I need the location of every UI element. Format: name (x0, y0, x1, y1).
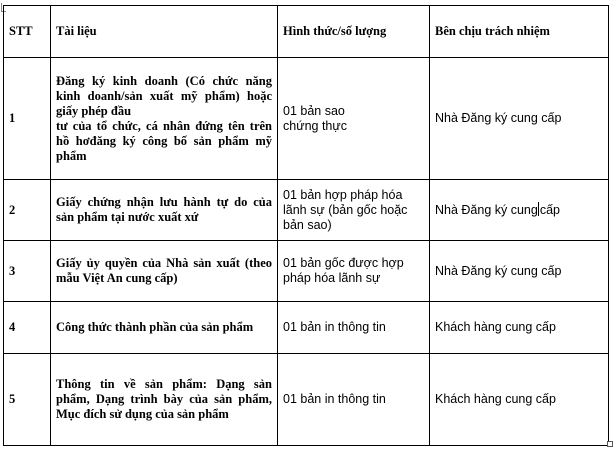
responsible-text-before-caret: Nhà Đăng ký cung (435, 203, 538, 217)
row-document-line: Đăng ký kinh doanh (Có chức năng kinh doanh/sản xuất mỹ phẩm) hoặc giấy phép đầu (56, 73, 272, 118)
row-form-quantity: 01 bản gốc được hợp pháp hóa lãnh sự (278, 241, 430, 302)
row-form-quantity (278, 58, 430, 180)
row-document: Giấy ủy quyền của Nhà sản xuất (theo mẫu Việt An cung cấp) (51, 241, 278, 302)
row-stt: 5 (4, 354, 51, 446)
row-document (51, 58, 278, 180)
row-form-quantity: 01 bản in thông tin (278, 354, 430, 446)
table-resize-handle[interactable] (607, 441, 613, 447)
table-row (4, 354, 609, 446)
document-requirements-table (3, 5, 609, 446)
row-form-line: 01 bản sao (283, 103, 345, 118)
row-stt: 2 (4, 180, 51, 241)
row-document: Giấy chứng nhận lưu hành tự do của sản phẩm tại nước xuất xứ (51, 180, 278, 241)
row-responsible: Khách hàng cung cấp (430, 354, 609, 446)
row-responsible[interactable] (430, 180, 609, 241)
table-row (4, 302, 609, 354)
header-document: Tài liệu (51, 6, 278, 58)
table-header-row (4, 6, 609, 58)
table-row (4, 241, 609, 302)
row-stt: 3 (4, 241, 51, 302)
row-form-quantity: 01 bản in thông tin (278, 302, 430, 354)
header-responsible: Bên chịu trách nhiệm (430, 6, 609, 58)
row-responsible: Nhà Đăng ký cung cấp (430, 241, 609, 302)
row-document-line: tư của tổ chức, cá nhân đứng tên trên hồ hơđăng ký công bố sản phẩm mỹ phẩm (56, 118, 272, 163)
table-row (4, 180, 609, 241)
row-responsible: Khách hàng cung cấp (430, 302, 609, 354)
text-cursor-caret (538, 202, 539, 216)
row-document: Công thức thành phần của sản phẩm (51, 302, 278, 354)
row-form-line: chứng thực (283, 118, 347, 133)
row-responsible: Nhà Đăng ký cung cấp (430, 58, 609, 180)
responsible-text-after-caret: cấp (539, 203, 560, 217)
table-row (4, 58, 609, 180)
row-document: Thông tin về sản phẩm: Dạng sản phẩm, Dạng trình bày của sản phẩm, Mục đích sử dụng của sản phẩm (51, 354, 278, 446)
row-form-quantity: 01 bản hợp pháp hóa lãnh sự (bản gốc hoặc bản sao) (278, 180, 430, 241)
row-stt: 1 (4, 58, 51, 180)
row-stt: 4 (4, 302, 51, 354)
header-form-quantity: Hình thức/số lượng (278, 6, 430, 58)
header-stt: STT (4, 6, 51, 58)
